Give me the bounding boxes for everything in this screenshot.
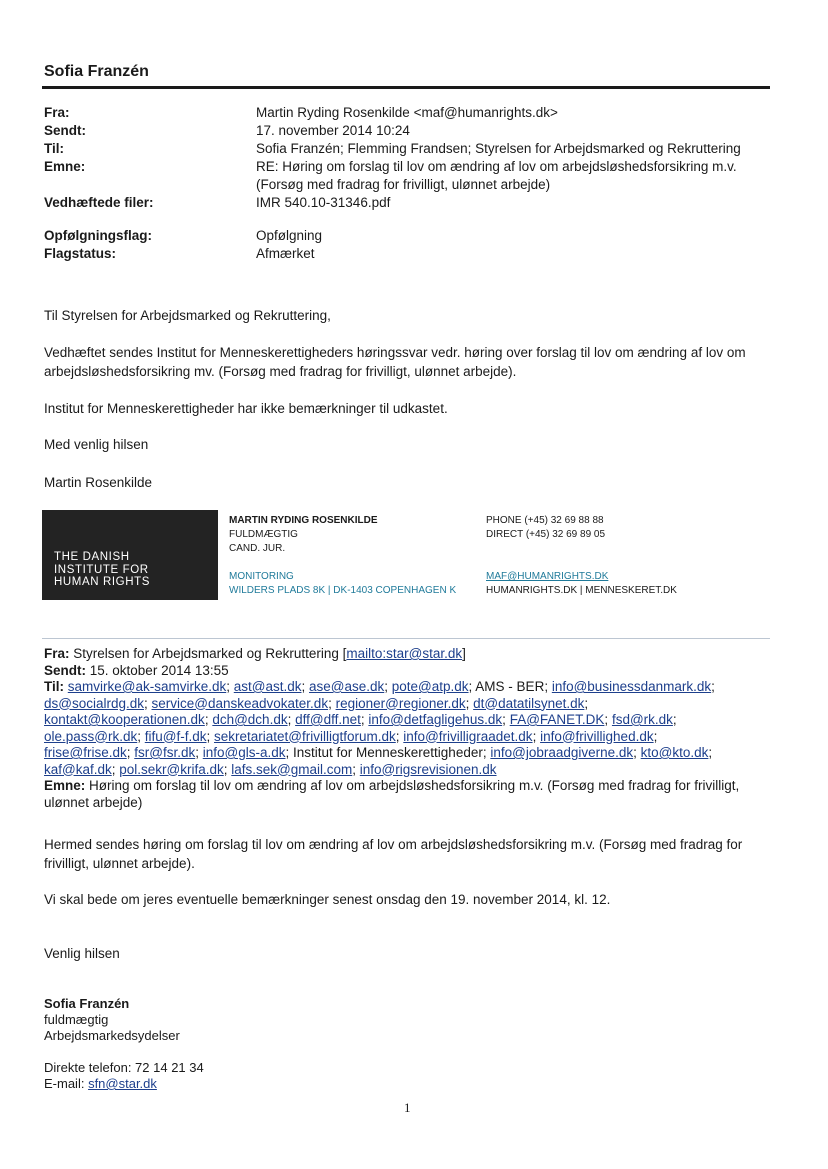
fwd-signature	[44, 996, 444, 1092]
recipient-separator: ;	[206, 728, 215, 744]
recipient-separator: ;	[226, 679, 234, 694]
recipient-email-link[interactable]: fifu@f-f.dk	[144, 728, 207, 744]
recipient-separator: ;	[126, 745, 135, 760]
signature-right-column	[486, 514, 677, 598]
fwd-subject-line-2: ulønnet arbejde)	[44, 794, 143, 810]
document-owner-name: Sofia Franzén	[44, 63, 149, 80]
signature-degree: CAND. JUR.	[229, 543, 286, 554]
from-label: Fra:	[44, 105, 70, 120]
recipient-separator: ;	[532, 728, 541, 744]
email-signature	[42, 510, 702, 600]
sent-label: Sendt:	[44, 123, 86, 138]
page-number: 1	[404, 1100, 411, 1115]
fwd-to-row	[44, 679, 784, 778]
fwd-signature-email-row	[44, 1076, 444, 1092]
recipient-separator: ;	[204, 712, 213, 727]
fwd-from-bracket: ]	[462, 646, 466, 661]
to-value: Sofia Franzén; Flemming Frandsen; Styrelsen for Arbejdsmarked og Rekruttering	[256, 141, 741, 156]
recipient-email-link[interactable]: kaf@kaf.dk	[44, 761, 112, 777]
recipient-separator: ;	[604, 712, 612, 727]
header-rule	[42, 86, 770, 89]
header-row-to	[44, 140, 784, 158]
to-label: Til:	[44, 141, 64, 156]
recipient-email-link[interactable]: fsr@fsr.dk	[134, 745, 196, 760]
recipient-separator: ; Institut for Menneskerettigheder;	[285, 745, 491, 760]
body-greeting: Til Styrelsen for Arbejdsmarked og Rekruttering,	[44, 308, 331, 323]
recipient-separator: ;	[384, 679, 392, 694]
body-paragraph-1: Vedhæftet sendes Institut for Menneskerettigheders høringssvar vedr. høring over forslag til lov om ændring af lov om arbejdsløshedsforsikring mv. (Forsøg med fradrag for frivilligt, ulønnet arbejde).	[44, 345, 746, 379]
header-row-from	[44, 104, 784, 122]
recipient-email-link[interactable]: info@businessdanmark.dk	[551, 679, 712, 694]
recipient-separator: ;	[301, 679, 310, 694]
recipient-separator: ;	[711, 679, 715, 694]
recipient-separator: ;	[195, 745, 203, 760]
fwd-sent-label: Sendt:	[44, 662, 86, 678]
recipient-email-link[interactable]: info@gls-a.dk	[202, 745, 286, 760]
recipient-email-link[interactable]: samvirke@ak-samvirke.dk	[67, 679, 227, 694]
followup-flag-label: Opfølgningsflag:	[44, 228, 152, 243]
fwd-subject-line-1: Høring om forslag til lov om ændring af lov om arbejdsløshedsforsikring m.v. (Forsøg med fradrag for frivilligt,	[89, 778, 740, 793]
signature-web: HUMANRIGHTS.DK | MENNESKERET.DK	[486, 585, 677, 596]
recipient-email-link[interactable]: dff@dff.net	[295, 712, 361, 727]
fwd-signature-phone: Direkte telefon: 72 14 21 34	[44, 1060, 204, 1075]
followup-flag-value: Opfølgning	[256, 228, 323, 243]
recipient-email-link[interactable]: info@rigsrevisionen.dk	[359, 761, 497, 777]
flag-status-value: Afmærket	[256, 246, 315, 261]
forwarded-separator	[42, 638, 770, 639]
recipient-email-link[interactable]: regioner@regioner.dk	[335, 695, 466, 711]
recipient-separator: ;	[111, 761, 120, 777]
recipient-email-link[interactable]: kto@kto.dk	[640, 745, 709, 760]
signature-email-link[interactable]: MAF@HUMANRIGHTS.DK	[486, 571, 609, 582]
signature-address: WILDERS PLADS 8K | DK-1403 COPENHAGEN K	[229, 585, 457, 596]
recipient-separator: ;	[144, 695, 152, 711]
recipient-separator: ;	[360, 712, 369, 727]
email-header	[44, 104, 784, 263]
body-paragraph-2: Institut for Menneskerettigheder har ikke bemærkninger til udkastet.	[44, 401, 448, 416]
recipient-separator: ;	[465, 695, 474, 711]
attachments-label: Vedhæftede filer:	[44, 195, 154, 210]
recipient-email-link[interactable]: info@frivillighed.dk	[540, 728, 654, 744]
fwd-from-label: Fra:	[44, 646, 70, 661]
recipient-separator: ;	[672, 712, 677, 727]
signature-phone: PHONE (+45) 32 69 88 88	[486, 515, 604, 526]
fwd-from-value: Styrelsen for Arbejdsmarked og Rekruttering [	[73, 646, 347, 661]
recipient-email-link[interactable]: sekretariatet@frivilligtforum.dk	[214, 728, 396, 744]
recipient-email-link[interactable]: ole.pass@rk.dk	[44, 728, 138, 744]
signature-left-column	[229, 514, 456, 598]
signature-direct-phone: DIRECT (+45) 32 69 89 05	[486, 529, 606, 540]
recipient-email-link[interactable]: FA@FANET.DK	[509, 712, 605, 727]
body-closing: Med venlig hilsen	[44, 437, 149, 452]
fwd-body-paragraph-1: Hermed sendes høring om forslag til lov om ændring af lov om arbejdsløshedsforsikring m.v. (Forsøg med fradrag for frivilligt, ulønnet arbejde).	[44, 837, 743, 871]
fwd-sent-row	[44, 663, 784, 680]
forwarded-header	[44, 646, 784, 811]
fwd-signature-name: Sofia Franzén	[44, 996, 130, 1011]
recipient-email-link[interactable]: service@danskeadvokater.dk	[151, 695, 329, 711]
recipient-email-link[interactable]: dt@datatilsynet.dk	[473, 695, 585, 711]
fwd-from-row	[44, 646, 784, 663]
attachment-file[interactable]: IMR 540.10-31346.pdf	[256, 195, 391, 210]
fwd-email-label: E-mail:	[44, 1076, 89, 1091]
logo-line-3: HUMAN RIGHTS	[54, 576, 151, 588]
recipient-separator: ;	[653, 728, 658, 744]
fwd-from-mailto-link[interactable]: mailto:star@star.dk	[346, 646, 463, 661]
signature-name: MARTIN RYDING ROSENKILDE	[229, 515, 378, 526]
header-row-followup-flag	[44, 227, 784, 245]
header-row-attachments	[44, 194, 784, 212]
fwd-subject-row	[44, 778, 784, 811]
recipient-email-link[interactable]: pote@atp.dk	[391, 679, 469, 694]
recipient-separator: ;	[395, 728, 404, 744]
recipient-separator: ;	[287, 712, 296, 727]
recipient-email-link[interactable]: ase@ase.dk	[309, 679, 385, 694]
logo-line-2: INSTITUTE FOR	[54, 563, 149, 576]
recipient-email-link[interactable]: pol.sekr@krifa.dk	[119, 761, 224, 777]
fwd-subject-label: Emne:	[44, 778, 86, 793]
fwd-email-link[interactable]: sfn@star.dk	[88, 1076, 157, 1091]
recipient-email-link[interactable]: info@detfagligehus.dk	[368, 712, 503, 727]
signature-title: FULDMÆGTIG	[229, 529, 298, 540]
recipient-email-link[interactable]: lafs.sek@gmail.com	[231, 761, 353, 777]
subject-label: Emne:	[44, 159, 86, 174]
subject-line-2: (Forsøg med fradrag for frivilligt, ulønnet arbejde)	[256, 177, 551, 192]
header-row-sent	[44, 122, 784, 140]
recipient-email-link[interactable]: ds@socialrdg.dk	[44, 695, 144, 711]
recipient-separator: ;	[502, 712, 510, 727]
flag-status-label: Flagstatus:	[44, 246, 117, 261]
body-sender-name: Martin Rosenkilde	[44, 475, 153, 490]
fwd-body-closing: Venlig hilsen	[44, 946, 120, 961]
fwd-signature-title: fuldmægtig	[44, 1012, 109, 1027]
recipient-separator: ;	[633, 745, 641, 760]
recipient-separator: ;	[137, 728, 145, 744]
recipient-separator: ;	[708, 745, 713, 760]
sent-value: 17. november 2014 10:24	[256, 123, 410, 138]
header-row-flag-status	[44, 245, 784, 263]
recipient-email-link[interactable]: info@jobraadgiverne.dk	[490, 745, 634, 760]
recipient-email-link[interactable]: frise@frise.dk	[44, 745, 127, 760]
recipient-separator: ;	[328, 695, 336, 711]
fwd-recipient-list	[44, 679, 715, 777]
fwd-signature-department: Arbejdsmarkedsydelser	[44, 1028, 180, 1043]
header-row-subject	[44, 158, 784, 194]
recipient-email-link[interactable]: ast@ast.dk	[233, 679, 302, 694]
recipient-email-link[interactable]: kontakt@kooperationen.dk	[44, 712, 205, 727]
recipient-email-link[interactable]: info@frivilligraadet.dk	[403, 728, 533, 744]
recipient-separator: ; AMS - BER;	[468, 679, 552, 694]
subject-line-1: RE: Høring om forslag til lov om ændring af lov om arbejdsløshedsforsikring m.v.	[256, 159, 737, 174]
recipient-email-link[interactable]: dch@dch.dk	[212, 712, 288, 727]
from-value: Martin Ryding Rosenkilde <maf@humanrights.dk>	[256, 105, 558, 120]
recipient-email-link[interactable]: fsd@rk.dk	[611, 712, 673, 727]
fwd-sent-value: 15. oktober 2014 13:55	[89, 662, 229, 678]
institute-logo	[42, 510, 218, 600]
recipient-separator: ;	[223, 761, 232, 777]
logo-line-1: THE DANISH	[54, 551, 130, 563]
signature-department: MONITORING	[229, 571, 294, 582]
fwd-body-paragraph-2: Vi skal bede om jeres eventuelle bemærkninger senest onsdag den 19. november 2014, kl. 12.	[44, 892, 611, 907]
fwd-to-label: Til:	[44, 679, 64, 694]
recipient-separator: ;	[584, 695, 589, 711]
recipient-separator: ;	[352, 761, 360, 777]
